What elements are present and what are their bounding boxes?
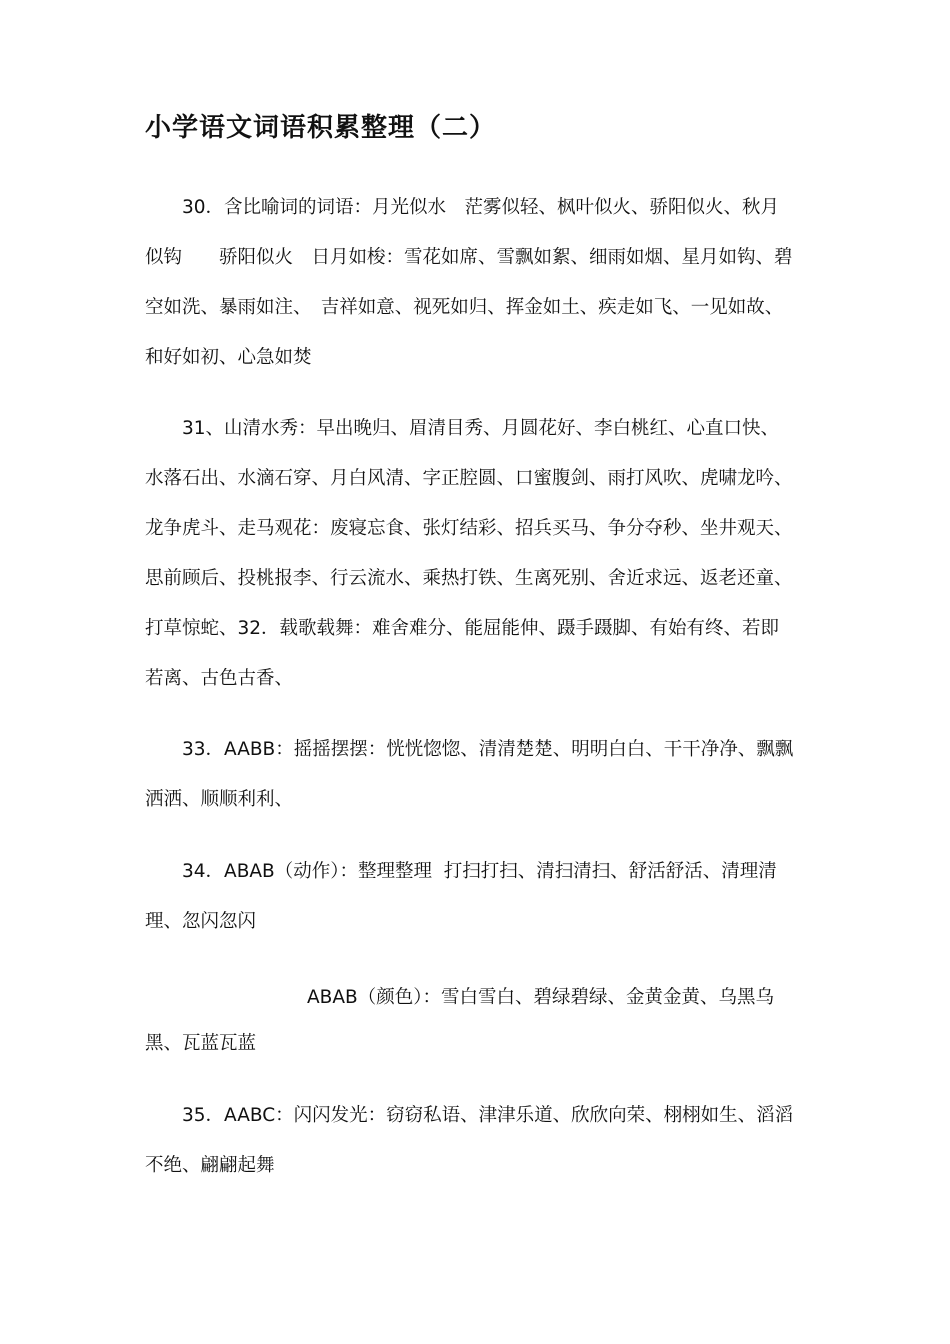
text-line: 黑、瓦蓝瓦蓝: [145, 1033, 257, 1054]
paragraph-31-32-idioms: [145, 404, 810, 704]
text-line: 34．ABAB（动作）：整理整理 打扫打扫、清扫清扫、舒活舒活、清理清: [182, 861, 777, 882]
text-line: 思前顾后、投桃报李、行云流水、乘热打铁、生离死别、舍近求远、返老还童、: [145, 568, 793, 589]
text-line: 打草惊蛇、32．载歌载舞：难舍难分、能屈能伸、蹑手蹑脚、有始有终、若即: [145, 618, 780, 639]
text-line: 35．AABC：闪闪发光：窃窃私语、津津乐道、欣欣向荣、栩栩如生、滔滔: [182, 1105, 794, 1126]
text-line: 31、山清水秀：早出晚归、眉清目秀、月圆花好、李白桃红、心直口快、: [182, 418, 780, 439]
text-line: 空如洗、暴雨如注、 吉祥如意、视死如归、挥金如土、疾走如飞、一见如故、: [145, 297, 784, 318]
text-line: 33．AABB：摇摇摆摆：恍恍惚惚、清清楚楚、明明白白、干干净净、飘飘: [182, 739, 794, 760]
text-line: 30．含比喻词的词语：月光似水 茫雾似轻、枫叶似火、骄阳似火、秋月: [182, 197, 780, 218]
paragraph-33-aabb: [145, 725, 810, 825]
text-line: ABAB（颜色）：雪白雪白、碧绿碧绿、金黄金黄、乌黑乌: [307, 987, 774, 1008]
paragraph-34-abab-color: [145, 973, 810, 1069]
text-line: 和好如初、心急如焚: [145, 347, 312, 368]
paragraph-35-aabc: [145, 1091, 810, 1191]
text-line: 若离、古色古香、: [145, 668, 294, 689]
text-line: 似钩 骄阳似火 日月如梭：雪花如席、雪飘如絮、细雨如烟、星月如钩、碧: [145, 247, 793, 268]
paragraph-30-metaphor-words: [145, 183, 810, 383]
text-line: 理、忽闪忽闪: [145, 911, 257, 932]
text-line: 龙争虎斗、走马观花：废寝忘食、张灯结彩、招兵买马、争分夺秒、坐井观天、: [145, 518, 793, 539]
text-line: 洒洒、顺顺利利、: [145, 789, 294, 810]
paragraph-34-abab-action: [145, 847, 810, 947]
document-title: 小学语文词语积累整理（二）: [145, 113, 497, 143]
text-line: 不绝、翩翩起舞: [145, 1155, 275, 1176]
text-line: 水落石出、水滴石穿、月白风清、字正腔圆、口蜜腹剑、雨打风吹、虎啸龙吟、: [145, 468, 793, 489]
